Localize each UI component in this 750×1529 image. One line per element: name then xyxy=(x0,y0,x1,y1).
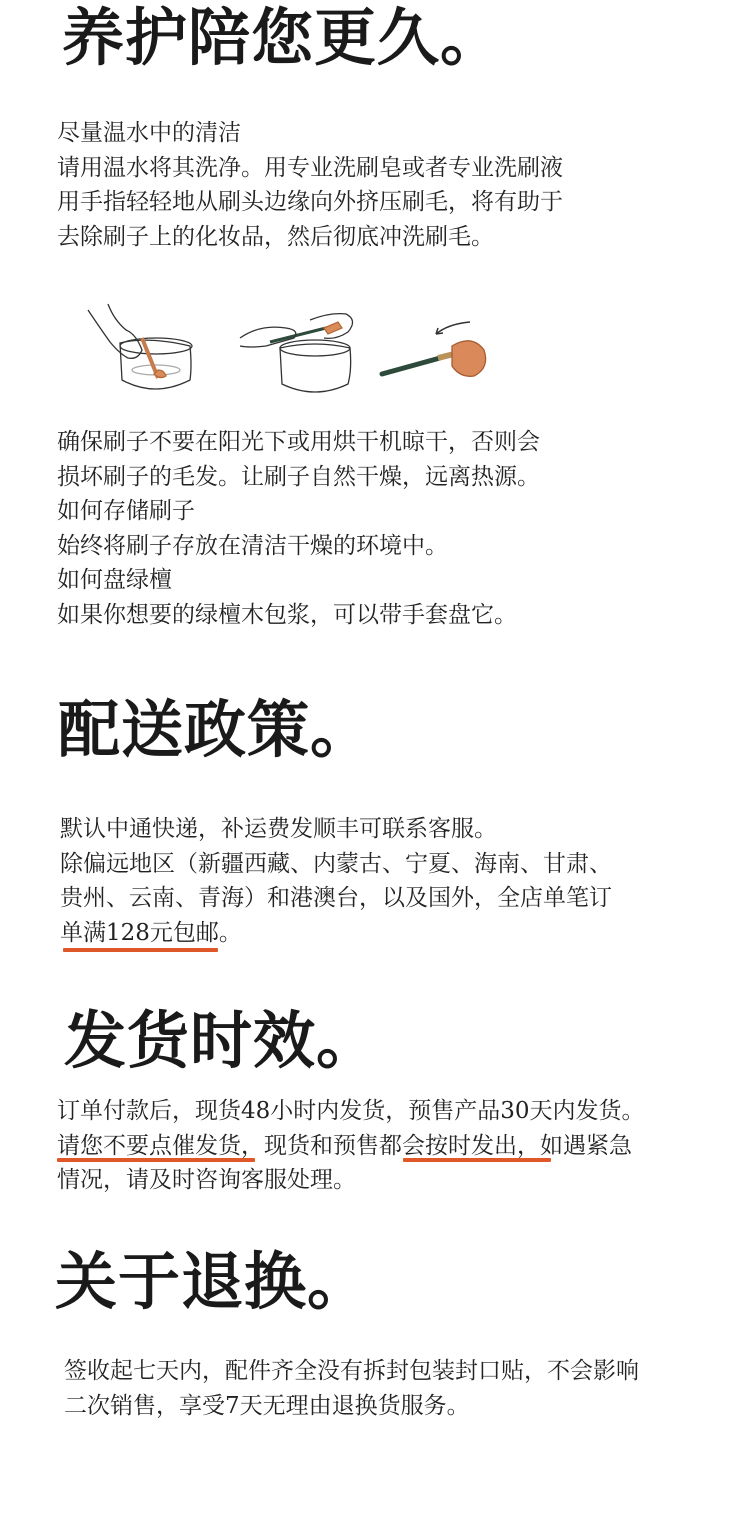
text-line: 尽量温水中的清洁 xyxy=(57,120,241,146)
text-line: 签收起七天内，配件齐全没有拆封包装封口贴，不会影响 xyxy=(64,1358,639,1384)
text-line: 贵州、云南、青海）和港澳台，以及国外，全店单笔订 xyxy=(60,885,612,911)
returns-title: 关于退换。 xyxy=(55,1245,371,1318)
subheading-store-brush: 如何存储刷子 xyxy=(57,498,195,524)
shipping-policy-text xyxy=(60,812,612,950)
no-rush-underline xyxy=(57,1158,255,1162)
on-time-underline xyxy=(403,1158,551,1162)
text-line: 订单付款后，现货48小时内发货，预售产品30天内发货。 xyxy=(57,1098,645,1124)
returns-text xyxy=(64,1354,639,1423)
text-line: 如果你想要的绿檀木包浆，可以带手套盘它。 xyxy=(57,601,517,628)
shipping-policy-title: 配送政策。 xyxy=(58,693,374,766)
text-line: 确保刷子不要在阳光下或用烘干机晾干，否则会 xyxy=(57,429,540,455)
free-shipping-underline xyxy=(63,948,218,952)
subheading-green-sandalwood: 如何盘绿檀 xyxy=(57,567,172,593)
text-line: 用手指轻轻地从刷头边缘向外挤压刷毛，将有助于 xyxy=(57,189,563,215)
text-line: 请您不要点催发货，现货和预售都会按时发出，如遇紧急 xyxy=(57,1132,632,1159)
care-title: 养护陪您更久。 xyxy=(62,1,504,74)
text-line: 除偏远地区（新疆西藏、内蒙古、宁夏、海南、甘肃、 xyxy=(60,850,612,877)
text-line: 情况，请及时咨询客服处理。 xyxy=(57,1167,356,1193)
care-tips xyxy=(57,425,540,632)
text-line: 去除刷子上的化妆品，然后彻底冲洗刷毛。 xyxy=(57,223,494,250)
care-intro xyxy=(57,116,563,254)
hands-squeezing-brush-over-bowl-icon xyxy=(240,314,353,392)
text-line: 损坏刷子的毛发。让刷子自然干燥，远离热源。 xyxy=(57,463,540,490)
text-line: 二次销售，享受7天无理由退换货服务。 xyxy=(64,1392,470,1419)
text-line: 默认中通快递，补运费发顺丰可联系客服。 xyxy=(60,816,497,842)
text-line: 单满128元包邮。 xyxy=(60,919,242,946)
drying-brush-icon xyxy=(382,322,486,376)
delivery-time-title: 发货时效。 xyxy=(64,1004,380,1077)
text-line: 始终将刷子存放在清洁干燥的环境中。 xyxy=(57,532,448,559)
brush-care-illustration xyxy=(80,298,500,408)
hand-washing-brush-in-bowl-icon xyxy=(88,304,192,389)
text-line: 请用温水将其洗净。用专业洗刷皂或者专业洗刷液 xyxy=(57,154,563,181)
delivery-time-text xyxy=(57,1094,645,1198)
